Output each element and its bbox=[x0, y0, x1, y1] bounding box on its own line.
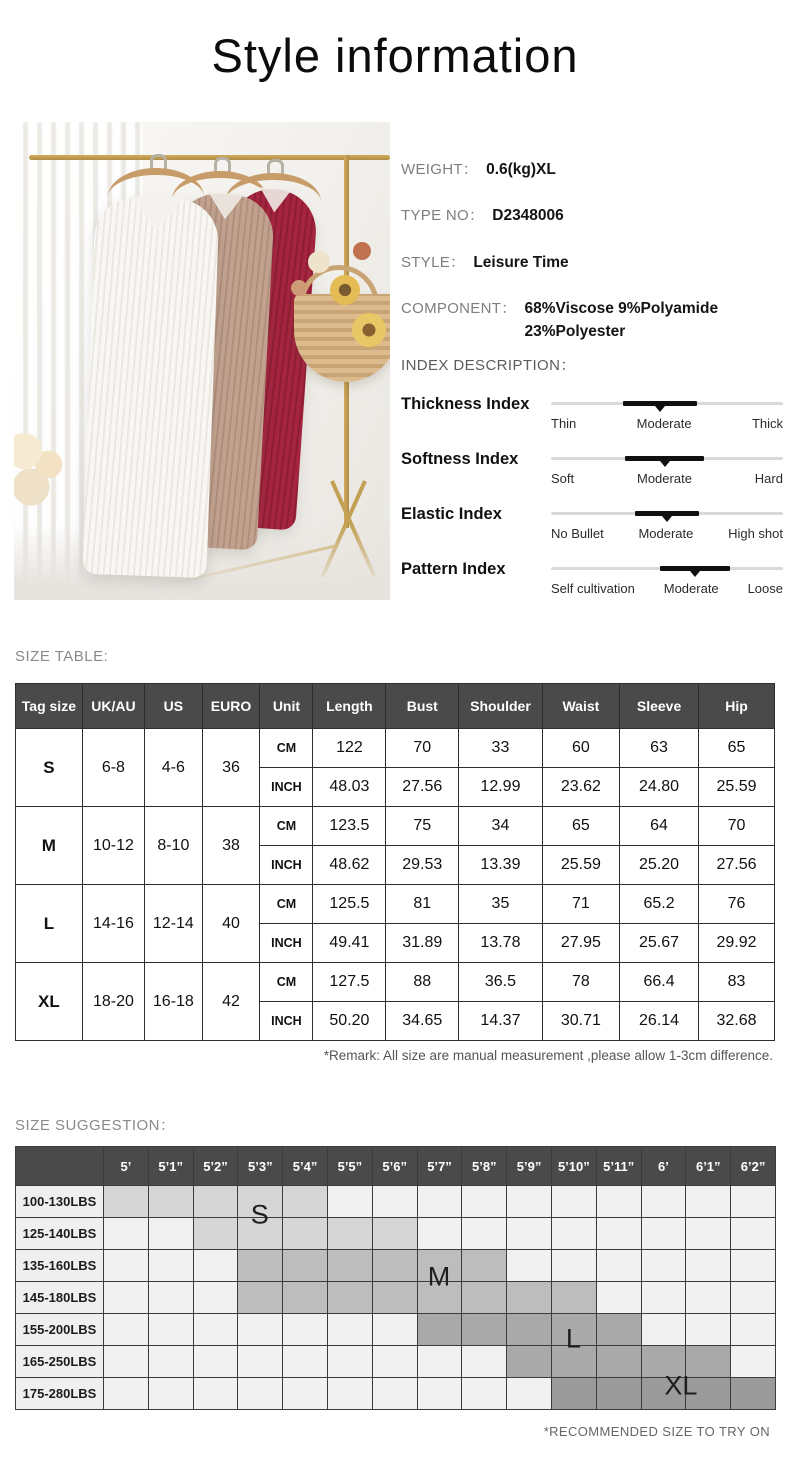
measure-cell: 25.59 bbox=[699, 768, 775, 807]
measure-cell: 23.62 bbox=[542, 768, 619, 807]
index-marker-icon bbox=[662, 516, 672, 522]
suggestion-cell bbox=[372, 1378, 417, 1410]
index-name: Pattern Index bbox=[401, 560, 506, 578]
size-zone-letter: XL bbox=[664, 1370, 698, 1400]
column-header: EURO bbox=[202, 684, 260, 729]
size-ukau-cell: 10-12 bbox=[82, 807, 144, 885]
index-row bbox=[401, 393, 783, 431]
detail-value-line: 0.6(kg)XL bbox=[486, 161, 556, 178]
measure-cell: 14.37 bbox=[459, 1002, 542, 1041]
weight-label: 155-200LBS bbox=[16, 1314, 104, 1346]
index-name: Elastic Index bbox=[401, 505, 502, 523]
index-scale-label: High shot bbox=[728, 526, 783, 541]
index-scale-label: Thin bbox=[551, 416, 577, 431]
suggestion-row bbox=[16, 1314, 776, 1346]
size-tag-cell: L bbox=[16, 885, 83, 963]
index-scale-label: Soft bbox=[551, 471, 575, 486]
suggestion-cell bbox=[731, 1250, 776, 1282]
measure-cell: 75 bbox=[386, 807, 459, 846]
column-header: UK/AU bbox=[82, 684, 144, 729]
suggestion-head bbox=[16, 1147, 776, 1186]
suggestion-cell bbox=[596, 1314, 641, 1346]
height-header: 5’ bbox=[104, 1147, 149, 1186]
suggestion-cell bbox=[327, 1218, 372, 1250]
index-row bbox=[401, 503, 783, 541]
index-scale-labels bbox=[551, 416, 783, 431]
suggestion-cell bbox=[238, 1314, 283, 1346]
size-table bbox=[15, 683, 775, 1041]
height-header: 5’6” bbox=[372, 1147, 417, 1186]
measure-cell: 83 bbox=[699, 963, 775, 1002]
suggestion-cell bbox=[327, 1314, 372, 1346]
column-header: Bust bbox=[386, 684, 459, 729]
measure-cell: 70 bbox=[699, 807, 775, 846]
measure-cell: 71 bbox=[542, 885, 619, 924]
index-name: Softness Index bbox=[401, 450, 519, 468]
index-scale bbox=[551, 448, 783, 486]
suggestion-cell bbox=[686, 1186, 731, 1218]
index-row bbox=[401, 558, 783, 596]
index-rows bbox=[401, 393, 783, 596]
weight-label: 135-160LBS bbox=[16, 1250, 104, 1282]
suggestion-cell bbox=[641, 1282, 686, 1314]
suggestion-cell bbox=[596, 1250, 641, 1282]
flower bbox=[330, 275, 360, 305]
suggestion-cell bbox=[148, 1250, 193, 1282]
suggestion-row bbox=[16, 1378, 776, 1410]
suggestion-cell bbox=[417, 1186, 462, 1218]
index-scale bbox=[551, 558, 783, 596]
index-scale-labels bbox=[551, 471, 783, 486]
measure-cell: 48.03 bbox=[313, 768, 386, 807]
suggestion-cell bbox=[283, 1314, 328, 1346]
detail-value-line: Leisure Time bbox=[473, 253, 569, 271]
height-header: 5’11” bbox=[596, 1147, 641, 1186]
suggestion-cell bbox=[148, 1378, 193, 1410]
column-header: Waist bbox=[542, 684, 619, 729]
flower bbox=[308, 251, 330, 273]
height-header: 5’2” bbox=[193, 1147, 238, 1186]
measure-cell: 123.5 bbox=[313, 807, 386, 846]
unit-cell: INCH bbox=[260, 1002, 313, 1041]
suggestion-cell bbox=[507, 1250, 552, 1282]
suggestion-cell bbox=[731, 1282, 776, 1314]
height-header: 5’3” bbox=[238, 1147, 283, 1186]
suggestion-cell bbox=[327, 1250, 372, 1282]
measure-cell: 65 bbox=[699, 729, 775, 768]
suggestion-cell bbox=[104, 1218, 149, 1250]
unit-cell: CM bbox=[260, 729, 313, 768]
suggestion-cell bbox=[104, 1282, 149, 1314]
suggestion-cell bbox=[641, 1314, 686, 1346]
suggestion-cell bbox=[507, 1218, 552, 1250]
column-header: US bbox=[145, 684, 203, 729]
index-scale-label: Moderate bbox=[663, 581, 719, 596]
suggestion-cell bbox=[238, 1250, 283, 1282]
suggestion-cell bbox=[731, 1218, 776, 1250]
size-tag-cell: M bbox=[16, 807, 83, 885]
size-tag-cell: S bbox=[16, 729, 83, 807]
suggestion-cell bbox=[596, 1378, 641, 1410]
suggestion-cell bbox=[641, 1218, 686, 1250]
product-photo bbox=[14, 122, 390, 600]
measure-cell: 127.5 bbox=[313, 963, 386, 1002]
detail-label: TYPE NO： bbox=[401, 207, 485, 225]
suggestion-cell bbox=[104, 1378, 149, 1410]
measure-cell: 34.65 bbox=[386, 1002, 459, 1041]
detail-value bbox=[492, 204, 564, 227]
size-suggestion-table bbox=[15, 1146, 776, 1410]
dress-white bbox=[83, 196, 220, 578]
suggestion-cell bbox=[507, 1346, 552, 1378]
suggestion-cell bbox=[462, 1186, 507, 1218]
index-scale-label: Loose bbox=[747, 581, 783, 596]
clothing-rack-bar bbox=[29, 155, 390, 160]
detail-value bbox=[473, 251, 568, 274]
index-row bbox=[401, 448, 783, 486]
suggestion-cell bbox=[596, 1218, 641, 1250]
size-us-cell: 16-18 bbox=[145, 963, 203, 1041]
measure-cell: 49.41 bbox=[313, 924, 386, 963]
index-scale bbox=[551, 503, 783, 541]
suggestion-cell bbox=[193, 1282, 238, 1314]
index-track bbox=[551, 567, 783, 570]
index-scale-label: Moderate bbox=[638, 526, 694, 541]
column-header: Shoulder bbox=[459, 684, 542, 729]
suggestion-cell bbox=[372, 1282, 417, 1314]
column-header: Length bbox=[313, 684, 386, 729]
measure-cell: 24.80 bbox=[620, 768, 699, 807]
suggestion-cell bbox=[462, 1218, 507, 1250]
suggestion-cell bbox=[104, 1250, 149, 1282]
suggestion-row bbox=[16, 1186, 776, 1218]
suggestion-cell bbox=[193, 1378, 238, 1410]
measure-cell: 25.59 bbox=[542, 846, 619, 885]
measure-cell: 70 bbox=[386, 729, 459, 768]
suggestion-cell bbox=[462, 1378, 507, 1410]
product-details bbox=[401, 158, 781, 366]
index-marker-icon bbox=[690, 571, 700, 577]
measure-cell: 26.14 bbox=[620, 1002, 699, 1041]
detail-value bbox=[525, 297, 719, 344]
suggestion-cell bbox=[283, 1346, 328, 1378]
measure-cell: 65 bbox=[542, 807, 619, 846]
index-track bbox=[551, 457, 783, 460]
column-header: Sleeve bbox=[620, 684, 699, 729]
size-tag-cell: XL bbox=[16, 963, 83, 1041]
suggestion-cell bbox=[193, 1218, 238, 1250]
index-marker-icon bbox=[655, 406, 665, 412]
measure-cell: 81 bbox=[386, 885, 459, 924]
column-header: Hip bbox=[699, 684, 775, 729]
suggestion-cell bbox=[327, 1282, 372, 1314]
measure-cell: 25.67 bbox=[620, 924, 699, 963]
measure-cell: 34 bbox=[459, 807, 542, 846]
measure-cell: 30.71 bbox=[542, 1002, 619, 1041]
suggestion-cell bbox=[148, 1314, 193, 1346]
suggestion-cell bbox=[104, 1314, 149, 1346]
suggestion-cell bbox=[686, 1250, 731, 1282]
weight-label: 165-250LBS bbox=[16, 1346, 104, 1378]
height-header: 6’2” bbox=[731, 1147, 776, 1186]
unit-cell: INCH bbox=[260, 768, 313, 807]
suggestion-cell bbox=[462, 1282, 507, 1314]
suggestion-cell bbox=[372, 1218, 417, 1250]
suggestion-cell bbox=[283, 1282, 328, 1314]
size-table-body bbox=[16, 729, 775, 1041]
detail-label: WEIGHT： bbox=[401, 161, 479, 178]
measure-cell: 48.62 bbox=[313, 846, 386, 885]
unit-cell: INCH bbox=[260, 846, 313, 885]
unit-cell: CM bbox=[260, 963, 313, 1002]
size-euro-cell: 36 bbox=[202, 729, 260, 807]
suggestion-cell bbox=[641, 1250, 686, 1282]
table-row bbox=[16, 729, 775, 768]
index-scale bbox=[551, 393, 783, 431]
size-euro-cell: 42 bbox=[202, 963, 260, 1041]
measure-cell: 125.5 bbox=[313, 885, 386, 924]
suggestion-cell bbox=[372, 1314, 417, 1346]
suggestion-cell bbox=[238, 1282, 283, 1314]
measure-cell: 13.39 bbox=[459, 846, 542, 885]
measure-cell: 60 bbox=[542, 729, 619, 768]
table-row bbox=[16, 963, 775, 1002]
measure-cell: 88 bbox=[386, 963, 459, 1002]
size-us-cell: 4-6 bbox=[145, 729, 203, 807]
table-row bbox=[16, 885, 775, 924]
size-zone-letter: L bbox=[565, 1323, 581, 1354]
flower bbox=[291, 280, 307, 296]
suggestion-cell bbox=[372, 1346, 417, 1378]
suggestion-cell bbox=[148, 1186, 193, 1218]
measure-cell: 32.68 bbox=[699, 1002, 775, 1041]
suggestion-row bbox=[16, 1218, 776, 1250]
suggestion-cell bbox=[283, 1186, 328, 1218]
weight-label: 100-130LBS bbox=[16, 1186, 104, 1218]
index-description-section bbox=[401, 354, 783, 613]
size-table-header-row bbox=[16, 684, 775, 729]
suggestion-cell bbox=[238, 1346, 283, 1378]
suggestion-cell bbox=[193, 1186, 238, 1218]
recommended-size-note: *RECOMMENDED SIZE TO TRY ON bbox=[543, 1424, 770, 1439]
size-table-remark: *Remark: All size are manual measurement ,please allow 1-3cm difference. bbox=[323, 1048, 773, 1063]
height-header: 6’ bbox=[641, 1147, 686, 1186]
suggestion-cell bbox=[148, 1218, 193, 1250]
measure-cell: 27.56 bbox=[699, 846, 775, 885]
detail-value-line: 23%Polyester bbox=[524, 323, 626, 340]
index-scale-label: Moderate bbox=[636, 416, 692, 431]
detail-label: COMPONENT： bbox=[401, 299, 517, 317]
measure-cell: 63 bbox=[620, 729, 699, 768]
suggestion-body bbox=[16, 1186, 776, 1410]
suggestion-cell bbox=[327, 1186, 372, 1218]
suggestion-cell bbox=[327, 1378, 372, 1410]
suggestion-cell bbox=[551, 1378, 596, 1410]
suggestion-cell bbox=[193, 1346, 238, 1378]
height-header: 6’1” bbox=[686, 1147, 731, 1186]
index-scale-label: Moderate bbox=[637, 471, 692, 486]
index-track bbox=[551, 512, 783, 515]
size-suggestion-chart bbox=[15, 1146, 775, 1410]
height-header: 5’8” bbox=[462, 1147, 507, 1186]
size-us-cell: 8-10 bbox=[145, 807, 203, 885]
index-scale-label: Hard bbox=[754, 471, 783, 486]
suggestion-cell bbox=[283, 1218, 328, 1250]
index-track bbox=[551, 402, 783, 405]
index-scale-label: Self cultivation bbox=[551, 581, 635, 596]
suggestion-cell bbox=[507, 1186, 552, 1218]
height-header: 5’10” bbox=[551, 1147, 596, 1186]
measure-cell: 36.5 bbox=[459, 963, 542, 1002]
suggestion-cell bbox=[731, 1346, 776, 1378]
measure-cell: 13.78 bbox=[459, 924, 542, 963]
suggestion-cell bbox=[148, 1346, 193, 1378]
suggestion-cell bbox=[507, 1378, 552, 1410]
measure-cell: 50.20 bbox=[313, 1002, 386, 1041]
measure-cell: 78 bbox=[542, 963, 619, 1002]
suggestion-row bbox=[16, 1250, 776, 1282]
suggestion-cell bbox=[148, 1282, 193, 1314]
index-scale-labels bbox=[551, 526, 783, 541]
suggestion-cell bbox=[507, 1282, 552, 1314]
suggestion-cell bbox=[462, 1346, 507, 1378]
flowers-left bbox=[14, 424, 73, 514]
suggestion-cell bbox=[417, 1346, 462, 1378]
height-header: 5’9” bbox=[507, 1147, 552, 1186]
detail-value-line: 68%Viscose 9%Polyamide bbox=[524, 299, 719, 317]
height-header: 5’7” bbox=[417, 1147, 462, 1186]
suggestion-cell bbox=[686, 1314, 731, 1346]
suggestion-cell bbox=[596, 1186, 641, 1218]
index-scale-labels bbox=[551, 581, 783, 596]
suggestion-cell bbox=[686, 1218, 731, 1250]
suggestion-cell bbox=[731, 1186, 776, 1218]
measure-cell: 12.99 bbox=[459, 768, 542, 807]
size-ukau-cell: 14-16 bbox=[82, 885, 144, 963]
suggestion-cell bbox=[372, 1186, 417, 1218]
measure-cell: 33 bbox=[459, 729, 542, 768]
suggestion-cell bbox=[462, 1314, 507, 1346]
index-description-heading: INDEX DESCRIPTION： bbox=[401, 357, 576, 374]
suggestion-cell bbox=[686, 1282, 731, 1314]
height-header: 5’4” bbox=[283, 1147, 328, 1186]
suggestion-cell bbox=[551, 1282, 596, 1314]
suggestion-cell bbox=[283, 1378, 328, 1410]
column-header: Tag size bbox=[16, 684, 83, 729]
suggestion-row bbox=[16, 1282, 776, 1314]
suggestion-cell bbox=[731, 1314, 776, 1346]
suggestion-cell bbox=[193, 1314, 238, 1346]
index-name: Thickness Index bbox=[401, 395, 530, 413]
index-marker-icon bbox=[660, 461, 670, 467]
size-zone-letter: M bbox=[427, 1261, 451, 1292]
suggestion-cell bbox=[731, 1378, 776, 1410]
weight-label: 145-180LBS bbox=[16, 1282, 104, 1314]
suggestion-cell bbox=[104, 1186, 149, 1218]
weight-label: 125-140LBS bbox=[16, 1218, 104, 1250]
measure-cell: 25.20 bbox=[620, 846, 699, 885]
suggestion-cell bbox=[596, 1346, 641, 1378]
suggestion-cell bbox=[551, 1186, 596, 1218]
detail-row bbox=[401, 251, 781, 274]
size-suggestion-heading: SIZE SUGGESTION： bbox=[15, 1117, 176, 1134]
measure-cell: 29.53 bbox=[386, 846, 459, 885]
unit-cell: CM bbox=[260, 807, 313, 846]
page-title: Style information bbox=[211, 29, 579, 82]
size-euro-cell: 38 bbox=[202, 807, 260, 885]
detail-row bbox=[401, 204, 781, 227]
suggestion-cell bbox=[596, 1282, 641, 1314]
suggestion-cell bbox=[327, 1346, 372, 1378]
size-table-heading: SIZE TABLE: bbox=[15, 648, 109, 665]
height-header: 5’5” bbox=[327, 1147, 372, 1186]
suggestion-cell bbox=[417, 1218, 462, 1250]
detail-row bbox=[401, 297, 781, 344]
suggestion-cell bbox=[551, 1218, 596, 1250]
detail-row bbox=[401, 158, 781, 181]
corner-cell bbox=[16, 1147, 104, 1186]
height-header: 5’1” bbox=[148, 1147, 193, 1186]
suggestion-cell bbox=[283, 1250, 328, 1282]
suggestion-cell bbox=[551, 1250, 596, 1282]
measure-cell: 64 bbox=[620, 807, 699, 846]
measure-cell: 29.92 bbox=[699, 924, 775, 963]
index-scale-label: No Bullet bbox=[551, 526, 604, 541]
size-table-head bbox=[16, 684, 775, 729]
unit-cell: CM bbox=[260, 885, 313, 924]
measure-cell: 27.95 bbox=[542, 924, 619, 963]
measure-cell: 76 bbox=[699, 885, 775, 924]
measure-cell: 27.56 bbox=[386, 768, 459, 807]
unit-cell: INCH bbox=[260, 924, 313, 963]
suggestion-cell bbox=[417, 1378, 462, 1410]
measure-cell: 35 bbox=[459, 885, 542, 924]
size-zone-letter: S bbox=[250, 1199, 269, 1230]
table-row bbox=[16, 807, 775, 846]
suggestion-cell bbox=[417, 1314, 462, 1346]
measure-cell: 31.89 bbox=[386, 924, 459, 963]
measure-cell: 122 bbox=[313, 729, 386, 768]
measure-cell: 65.2 bbox=[620, 885, 699, 924]
detail-label: STYLE： bbox=[401, 253, 466, 271]
size-ukau-cell: 18-20 bbox=[82, 963, 144, 1041]
flower bbox=[353, 242, 371, 260]
suggestion-cell bbox=[507, 1314, 552, 1346]
suggestion-header-row bbox=[16, 1147, 776, 1186]
suggestion-cell bbox=[462, 1250, 507, 1282]
column-header: Unit bbox=[260, 684, 313, 729]
weight-label: 175-280LBS bbox=[16, 1378, 104, 1410]
suggestion-cell bbox=[641, 1186, 686, 1218]
suggestion-cell bbox=[104, 1346, 149, 1378]
size-euro-cell: 40 bbox=[202, 885, 260, 963]
suggestion-cell bbox=[193, 1250, 238, 1282]
size-ukau-cell: 6-8 bbox=[82, 729, 144, 807]
detail-value-line: D2348006 bbox=[492, 207, 564, 225]
measure-cell: 66.4 bbox=[620, 963, 699, 1002]
suggestion-cell bbox=[372, 1250, 417, 1282]
size-us-cell: 12-14 bbox=[145, 885, 203, 963]
suggestion-cell bbox=[238, 1378, 283, 1410]
index-scale-label: Thick bbox=[751, 416, 783, 431]
detail-value bbox=[486, 158, 556, 181]
suggestion-row bbox=[16, 1346, 776, 1378]
